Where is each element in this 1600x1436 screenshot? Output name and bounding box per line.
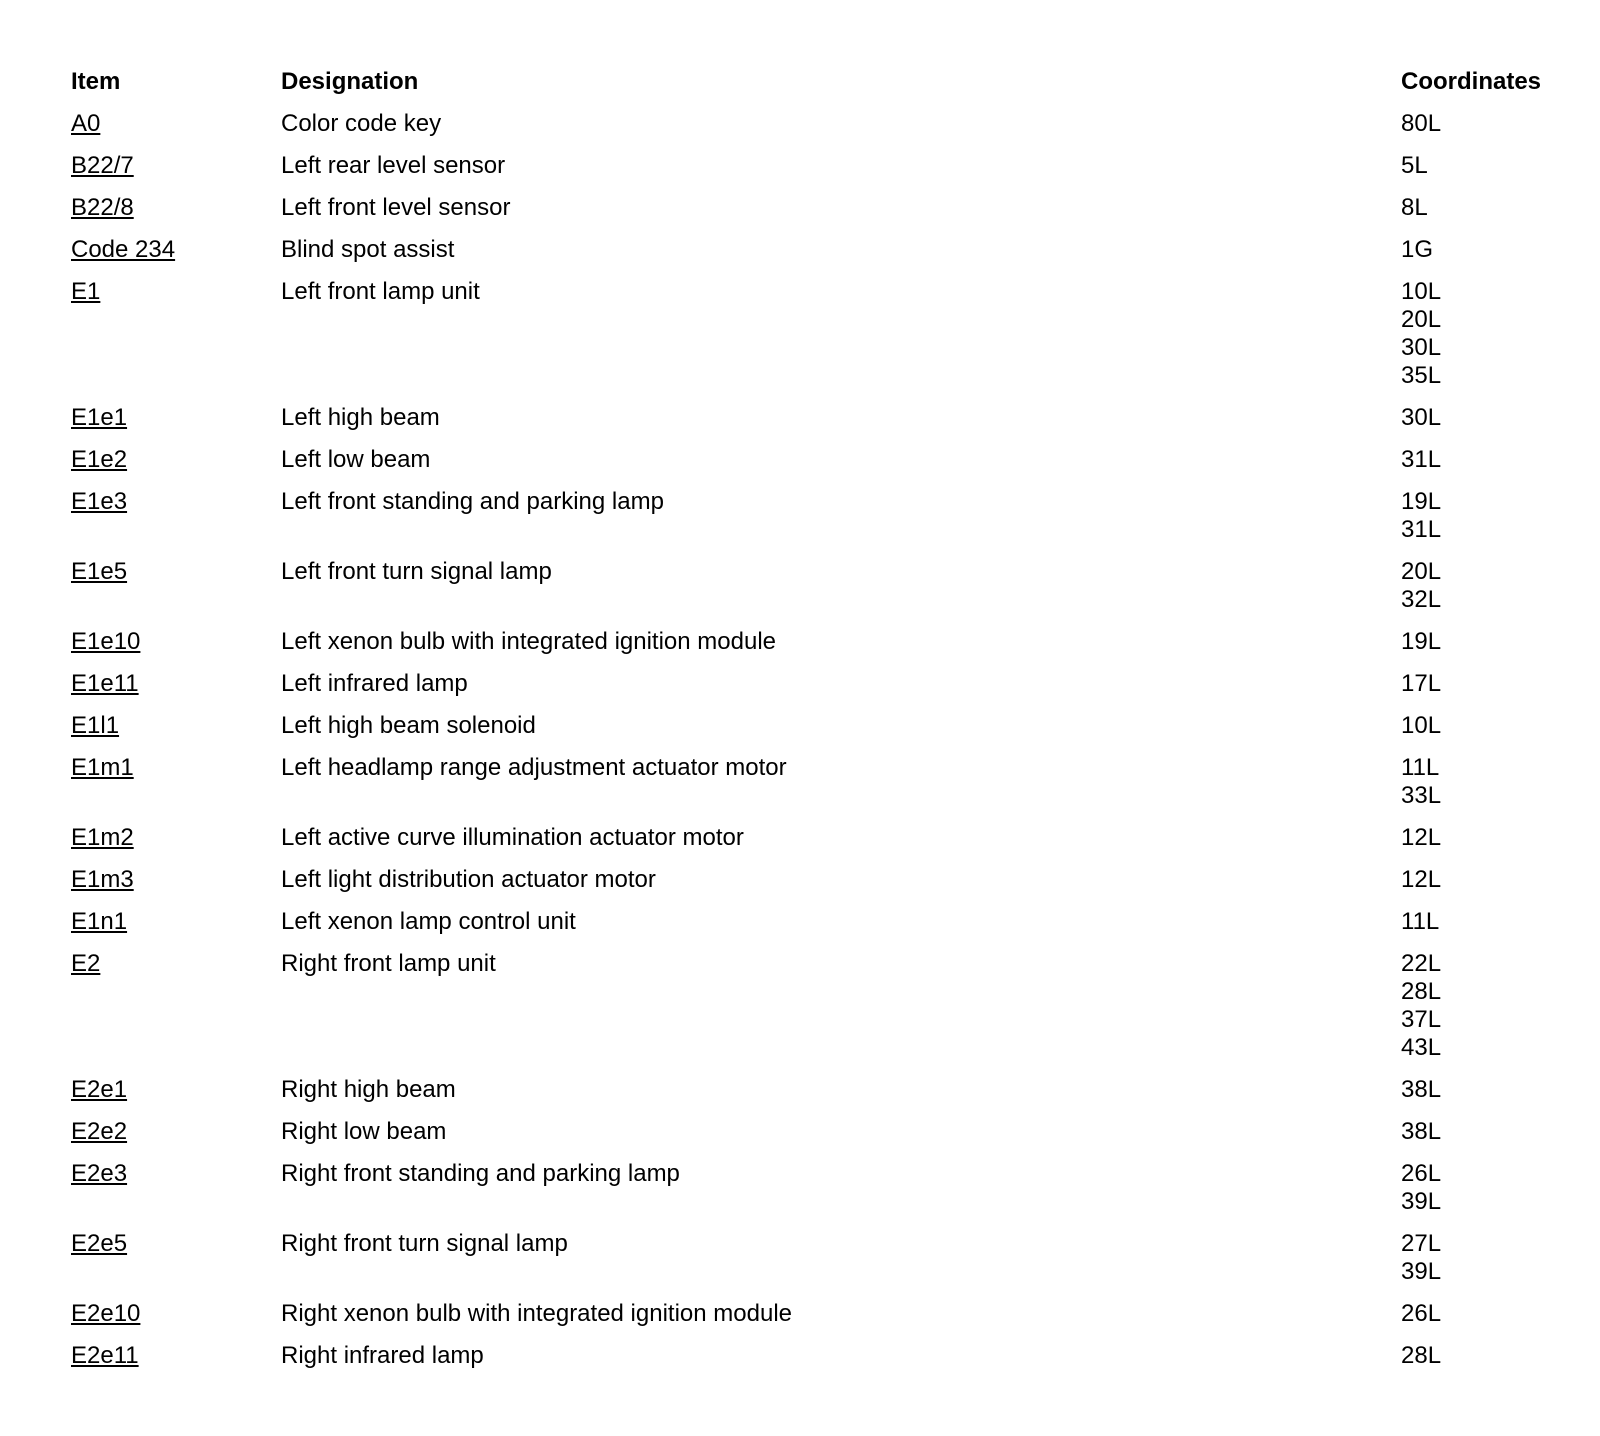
coordinate-value: 28L: [1401, 1342, 1442, 1369]
coordinate-value: 28L: [1401, 978, 1442, 1005]
item-link[interactable]: E2e11: [71, 1342, 139, 1369]
item-link[interactable]: A0: [71, 110, 101, 137]
coordinate-value: 31L: [1401, 516, 1442, 543]
item-link[interactable]: E1e11: [71, 670, 139, 697]
coordinates-cell: [1401, 110, 1551, 152]
coordinate-value: 43L: [1401, 1034, 1442, 1061]
coordinate-value: 8L: [1401, 194, 1428, 221]
table-row: [71, 110, 1551, 152]
coordinates-cell: [1401, 712, 1551, 754]
designation-cell: Right front standing and parking lamp: [281, 1160, 680, 1187]
coordinates-cell: [1401, 670, 1551, 712]
item-cell: [71, 446, 281, 488]
coordinates-cell: [1401, 950, 1551, 1076]
coordinates-cell: [1401, 1160, 1551, 1230]
table-row: [71, 1230, 1551, 1300]
coordinates-cell: [1401, 152, 1551, 194]
coordinate-value: 26L: [1401, 1160, 1442, 1187]
coordinates-cell: [1401, 194, 1551, 236]
table-row: [71, 670, 1551, 712]
designation-cell: Right infrared lamp: [281, 1342, 484, 1369]
coordinate-value: 10L: [1401, 712, 1442, 739]
coordinate-value: 31L: [1401, 446, 1442, 473]
item-cell: [71, 558, 281, 628]
item-cell: [71, 950, 281, 1076]
item-link[interactable]: E1e10: [71, 628, 141, 655]
table-row: [71, 1160, 1551, 1230]
item-cell: [71, 110, 281, 152]
item-cell: [71, 712, 281, 754]
coordinates-cell: [1401, 908, 1551, 950]
item-cell: [71, 908, 281, 950]
coordinate-value: 12L: [1401, 824, 1442, 851]
coordinates-cell: [1401, 1300, 1551, 1342]
coordinate-value: 30L: [1401, 334, 1442, 361]
table-header: [71, 68, 1551, 110]
item-cell: [71, 236, 281, 278]
coordinate-value: 11L: [1401, 754, 1440, 781]
table-row: [71, 1300, 1551, 1342]
designation-cell: Color code key: [281, 110, 442, 137]
item-link[interactable]: E1e2: [71, 446, 128, 473]
item-cell: [71, 278, 281, 404]
designation-cell: Left light distribution actuator motor: [281, 866, 656, 893]
designation-cell: Right low beam: [281, 1118, 447, 1145]
item-cell: [71, 404, 281, 446]
coordinate-value: 37L: [1401, 1006, 1442, 1033]
designation-cell: Left rear level sensor: [281, 152, 506, 179]
item-cell: [71, 754, 281, 824]
coordinate-value: 20L: [1401, 558, 1442, 585]
coordinates-cell: [1401, 1342, 1551, 1384]
coordinates-cell: [1401, 278, 1551, 404]
item-link[interactable]: B22/7: [71, 152, 134, 179]
item-cell: [71, 1342, 281, 1384]
table-body: [71, 110, 1551, 1384]
designation-cell: Left active curve illumination actuator motor: [281, 824, 744, 851]
designation-cell: Left front lamp unit: [281, 278, 480, 305]
item-cell: [71, 1300, 281, 1342]
coordinate-value: 10L: [1401, 278, 1442, 305]
item-cell: [71, 488, 281, 558]
designation-cell: Blind spot assist: [281, 236, 455, 263]
table-row: [71, 152, 1551, 194]
table-row: [71, 712, 1551, 754]
designation-cell: Right front turn signal lamp: [281, 1230, 568, 1257]
coordinate-value: 17L: [1401, 670, 1442, 697]
coordinates-cell: [1401, 1118, 1551, 1160]
component-legend-table: [71, 68, 1551, 1384]
item-link[interactable]: E2e2: [71, 1118, 128, 1145]
table-row: [71, 754, 1551, 824]
designation-cell: Right xenon bulb with integrated ignition module: [281, 1300, 792, 1327]
item-cell: [71, 670, 281, 712]
item-link[interactable]: E1m1: [71, 754, 134, 781]
table-row: [71, 1076, 1551, 1118]
coordinate-value: 27L: [1401, 1230, 1442, 1257]
table-row: [71, 1342, 1551, 1384]
coordinates-cell: [1401, 1230, 1551, 1300]
item-link[interactable]: E2e5: [71, 1230, 128, 1257]
coordinate-value: 12L: [1401, 866, 1442, 893]
coordinate-value: 26L: [1401, 1300, 1442, 1327]
designation-cell: Right high beam: [281, 1076, 456, 1103]
table-row: [71, 446, 1551, 488]
item-cell: [71, 628, 281, 670]
item-link[interactable]: E2e10: [71, 1300, 141, 1327]
coordinate-value: 19L: [1401, 488, 1442, 515]
item-link[interactable]: B22/8: [71, 194, 134, 221]
item-cell: [71, 824, 281, 866]
coordinate-value: 80L: [1401, 110, 1442, 137]
coordinate-value: 20L: [1401, 306, 1442, 333]
designation-cell: Left front standing and parking lamp: [281, 488, 664, 515]
coordinate-value: 5L: [1401, 152, 1428, 179]
coordinate-value: 1G: [1401, 236, 1434, 263]
item-cell: [71, 194, 281, 236]
item-link[interactable]: E1e3: [71, 488, 128, 515]
designation-cell: Left high beam solenoid: [281, 712, 536, 739]
coordinates-cell: [1401, 824, 1551, 866]
item-cell: [71, 152, 281, 194]
item-cell: [71, 1160, 281, 1230]
coordinates-cell: [1401, 404, 1551, 446]
item-link[interactable]: E1e1: [71, 404, 128, 431]
designation-cell: Left front turn signal lamp: [281, 558, 552, 585]
table-row: [71, 488, 1551, 558]
header-item: Item: [71, 68, 121, 95]
item-cell: [71, 1076, 281, 1118]
table-row: [71, 236, 1551, 278]
item-link[interactable]: E1l1: [71, 712, 120, 739]
table-row: [71, 950, 1551, 1076]
designation-cell: Left xenon bulb with integrated ignition module: [281, 628, 776, 655]
table-row: [71, 278, 1551, 404]
table-row: [71, 404, 1551, 446]
coordinate-value: 38L: [1401, 1076, 1442, 1103]
table-row: [71, 558, 1551, 628]
item-link[interactable]: E2e3: [71, 1160, 128, 1187]
table-row: [71, 628, 1551, 670]
item-link[interactable]: E1n1: [71, 908, 128, 935]
header-designation: Designation: [281, 68, 419, 95]
designation-cell: Left xenon lamp control unit: [281, 908, 576, 935]
item-link[interactable]: E1m2: [71, 824, 134, 851]
item-link[interactable]: E2: [71, 950, 101, 977]
coordinates-cell: [1401, 488, 1551, 558]
coordinates-cell: [1401, 866, 1551, 908]
item-link[interactable]: E1: [71, 278, 101, 305]
header-coordinates: Coordinates: [1401, 68, 1542, 95]
designation-cell: Left front level sensor: [281, 194, 511, 221]
coordinate-value: 22L: [1401, 950, 1442, 977]
item-cell: [71, 1118, 281, 1160]
coordinate-value: 38L: [1401, 1118, 1442, 1145]
item-link[interactable]: E1m3: [71, 866, 134, 893]
coordinates-cell: [1401, 1076, 1551, 1118]
coordinate-value: 35L: [1401, 362, 1442, 389]
coordinates-cell: [1401, 446, 1551, 488]
coordinate-value: 11L: [1401, 908, 1440, 935]
table-row: [71, 908, 1551, 950]
item-cell: [71, 866, 281, 908]
designation-cell: Left headlamp range adjustment actuator motor: [281, 754, 787, 781]
table-row: [71, 194, 1551, 236]
coordinates-cell: [1401, 754, 1551, 824]
designation-cell: Left low beam: [281, 446, 431, 473]
designation-cell: Left infrared lamp: [281, 670, 468, 697]
table-row: [71, 824, 1551, 866]
table-row: [71, 1118, 1551, 1160]
item-link[interactable]: E2e1: [71, 1076, 128, 1103]
designation-cell: Right front lamp unit: [281, 950, 496, 977]
coordinate-value: 33L: [1401, 782, 1442, 809]
coordinate-value: 39L: [1401, 1258, 1442, 1285]
item-link[interactable]: Code 234: [71, 236, 176, 263]
coordinate-value: 32L: [1401, 586, 1442, 613]
coordinates-cell: [1401, 236, 1551, 278]
coordinates-cell: [1401, 558, 1551, 628]
coordinate-value: 19L: [1401, 628, 1442, 655]
coordinate-value: 30L: [1401, 404, 1442, 431]
coordinates-cell: [1401, 628, 1551, 670]
item-link[interactable]: E1e5: [71, 558, 128, 585]
designation-cell: Left high beam: [281, 404, 440, 431]
header-row: [71, 68, 1551, 110]
coordinate-value: 39L: [1401, 1188, 1442, 1215]
item-cell: [71, 1230, 281, 1300]
table-row: [71, 866, 1551, 908]
